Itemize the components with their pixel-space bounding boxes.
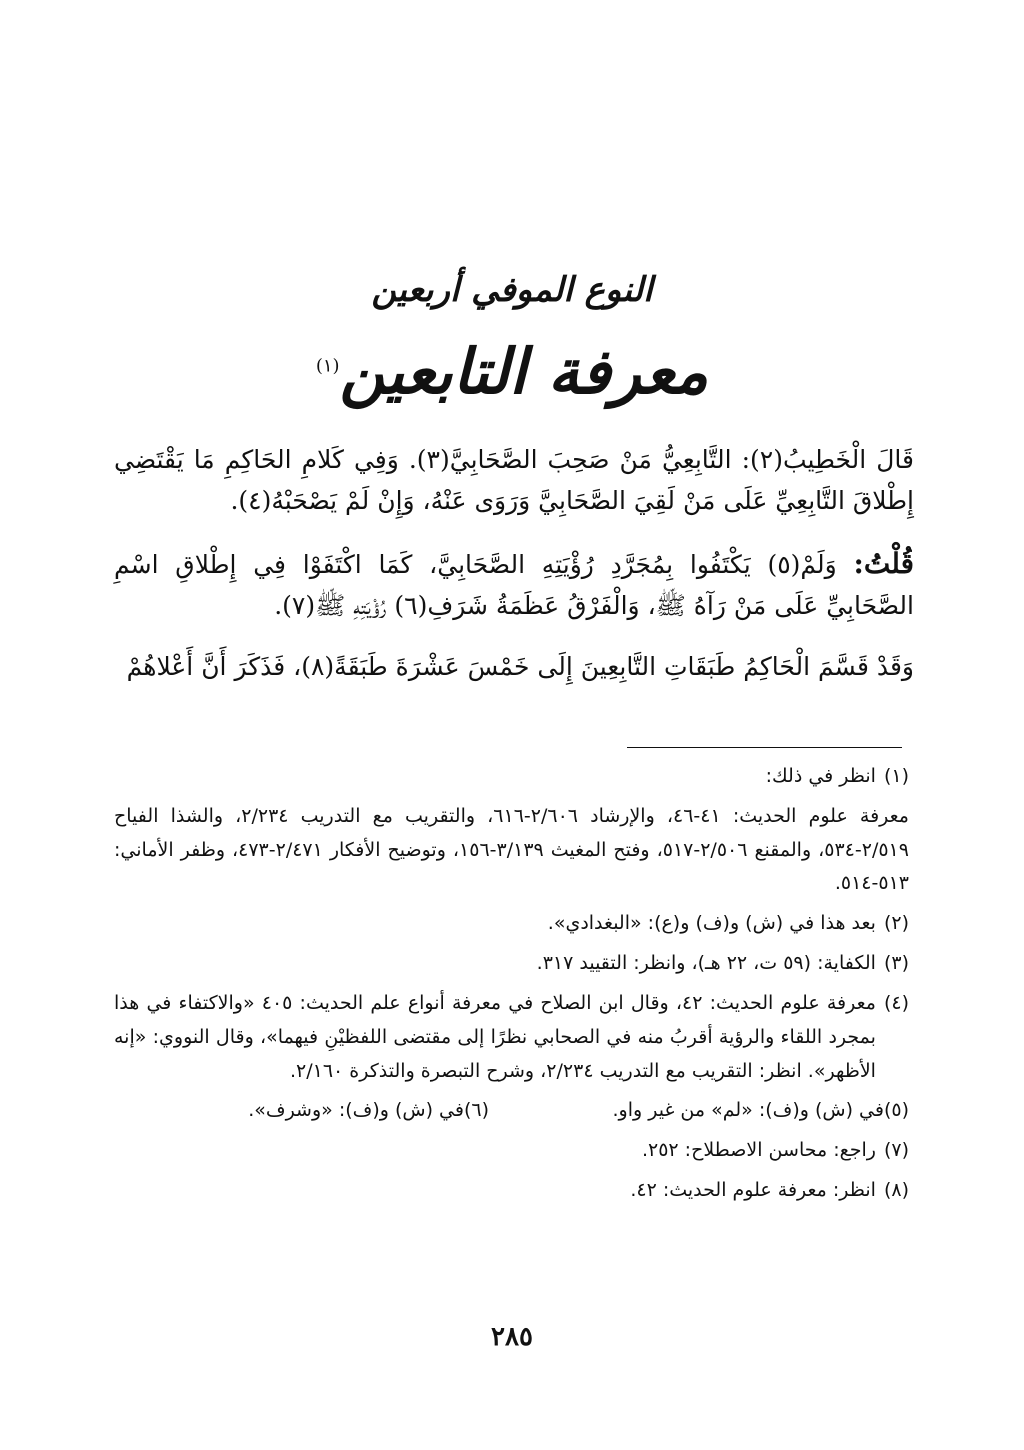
footnote-text: الكفاية: (٥٩ ت، ٢٢ هـ)، وانظر: التقييد ٣١٧. xyxy=(536,952,876,975)
footnote-number: (٢) xyxy=(883,912,909,935)
footnote-text: انظر: معرفة علوم الحديث: ٤٢. xyxy=(630,1178,876,1201)
paragraph-2 xyxy=(114,541,914,627)
footnote-number: (٤) xyxy=(883,991,909,1014)
footnote-4 xyxy=(114,987,909,1088)
footnote-3 xyxy=(114,947,909,981)
footnote-text: معرفة علوم الحديث: ٤١-٤٦، والإرشاد ٢/٦٠٦-٦١٦، والتقريب مع التدريب ٢/٢٣٤، والشذا الفياح ٢/٥١٩-٥٣٤، والمقنع ٢/٥٠٦-٥١٧، وفتح المغيث ٣/١٣٩-١٥٦، وتوضيح الأفكار ٢/٤٧١-٤٧٣، وظفر الأماني: ٥١٣-٥١٤. xyxy=(114,804,909,895)
paragraph-3: وَقَدْ قَسَّمَ الْحَاكِمُ طَبَقَاتِ التَّابِعِينَ إِلَى خَمْسَ عَشْرَةَ طَبَقَةً(٨)، فَذَكَرَ أَنَّ أَعْلاهُمْ xyxy=(126,651,914,681)
footnote-number: (٦) xyxy=(463,1099,489,1122)
footnote-separator xyxy=(627,747,902,748)
footnotes-5-6 xyxy=(114,1094,909,1128)
footnote-1 xyxy=(114,760,909,794)
footnote-text: انظر في ذلك: xyxy=(765,765,876,787)
footnotes xyxy=(114,760,909,1214)
footnote-5 xyxy=(489,1094,909,1128)
paragraph-2-lead: قُلْتُ: xyxy=(853,547,915,580)
page-number: ٢٨٥ xyxy=(491,1322,533,1352)
footnote-number: (٥) xyxy=(883,1099,909,1122)
footnote-2 xyxy=(114,907,909,941)
chapter-title xyxy=(0,335,1024,408)
footnote-number: (٣) xyxy=(883,952,909,975)
chapter-title-text: معرفة التابعين xyxy=(339,335,709,408)
footnote-number: (٨) xyxy=(883,1178,909,1201)
paragraph-1: قَالَ الْخَطِيبُ(٢): التَّابِعِيُّ مَنْ صَحِبَ الصَّحَابِيَّ(٣). وَفِي كَلامِ الحَاكِمِ مَا يَقْتَضِي إِطْلاقَ التَّابِعِيِّ عَلَى مَنْ لَقِيَ الصَّحَابِيَّ وَرَوَى عَنْهُ، وَإِنْ لَمْ يَصْحَبْهُ(٤). xyxy=(114,445,915,515)
footnote-number: (١) xyxy=(883,765,909,787)
footnote-1-references xyxy=(114,800,909,901)
footnote-text: معرفة علوم الحديث: ٤٢، وقال ابن الصلاح في معرفة أنواع علم الحديث: ٤٠٥ «والاكتفاء في هذا بمجرد اللقاء والرؤية أقربُ منه في الصحابي نظرًا إلى مقتضى اللفظيْنِ فيهما»، وقال النووي: «إنه الأظهر». انظر: التقريب مع التدريب ٢/٢٣٤، وشرح التبصرة والتذكرة ٢/١٦٠. xyxy=(114,991,876,1082)
footnote-text: بعد هذا في (ش) و(ف) و(ع): «البغدادي». xyxy=(547,912,876,935)
main-text xyxy=(114,440,914,707)
footnote-number: (٧) xyxy=(883,1139,909,1162)
footnote-7 xyxy=(114,1134,909,1168)
footnote-text: في (ش) و(ف): «لم» من غير واو. xyxy=(612,1099,884,1122)
chapter-title-note-ref: (١) xyxy=(315,355,340,377)
footnote-text: في (ش) و(ف): «وشرف». xyxy=(248,1099,464,1122)
footnote-8 xyxy=(114,1174,909,1208)
paragraph-2-text: وَلَمْ(٥) يَكْتَفُوا بِمُجَرَّدِ رُؤْيَتِهِ الصَّحَابِيَّ، كَمَا اكْتَفَوْا فِي إِطْلاقِ اسْمِ الصَّحَابِيِّ عَلَى مَنْ رَآهُ ﷺ، وَالْفَرْقُ عَظَمَةُ شَرَفِ(٦) رُؤْيَتِهِ ﷺ(٧). xyxy=(114,550,914,621)
footnote-6 xyxy=(248,1094,489,1128)
chapter-label: النوع الموفي أربعين xyxy=(371,270,653,310)
footnote-text: راجع: محاسن الاصطلاح: ٢٥٢. xyxy=(641,1139,876,1162)
